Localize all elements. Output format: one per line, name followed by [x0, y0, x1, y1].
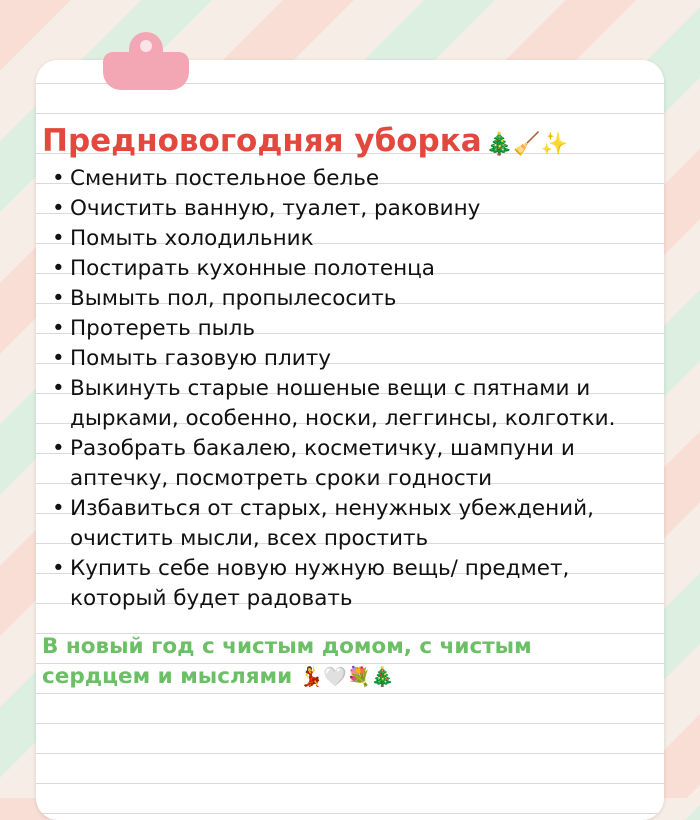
title-text: Предновогодняя уборка — [42, 123, 482, 159]
list-item: • Избавиться от старых, ненужных убеждений, очистить мысли, всех простить — [42, 494, 642, 554]
list-item: • Выкинуть старые ношеные вещи с пятнами и дырками, особенно, носки, леггинсы, колготки. — [42, 374, 642, 434]
list-item: • Помыть холодильник — [42, 224, 642, 254]
footer-message — [42, 632, 602, 692]
note-title — [42, 118, 642, 164]
task-list — [42, 164, 642, 614]
footer-emoji: 💃🤍💐🎄 — [299, 666, 395, 688]
list-item: • Протереть пыль — [42, 314, 642, 344]
title-emoji: 🎄🧹✨ — [485, 132, 568, 157]
note-content — [42, 118, 642, 692]
list-item: • Очистить ванную, туалет, раковину — [42, 194, 642, 224]
list-item: • Помыть газовую плиту — [42, 344, 642, 374]
list-item: • Разобрать бакалею, косметичку, шампуни и аптечку, посмотреть сроки годности — [42, 434, 642, 494]
list-item: • Купить себе новую нужную вещь/ предмет, который будет радовать — [42, 554, 642, 614]
list-item: • Сменить постельное белье — [42, 164, 642, 194]
paper-clip-icon — [103, 32, 189, 90]
list-item: • Вымыть пол, пропылесосить — [42, 284, 642, 314]
list-item: • Постирать кухонные полотенца — [42, 254, 642, 284]
footer-text: В новый год с чистым домом, с чистым сердцем и мыслями — [42, 634, 532, 689]
